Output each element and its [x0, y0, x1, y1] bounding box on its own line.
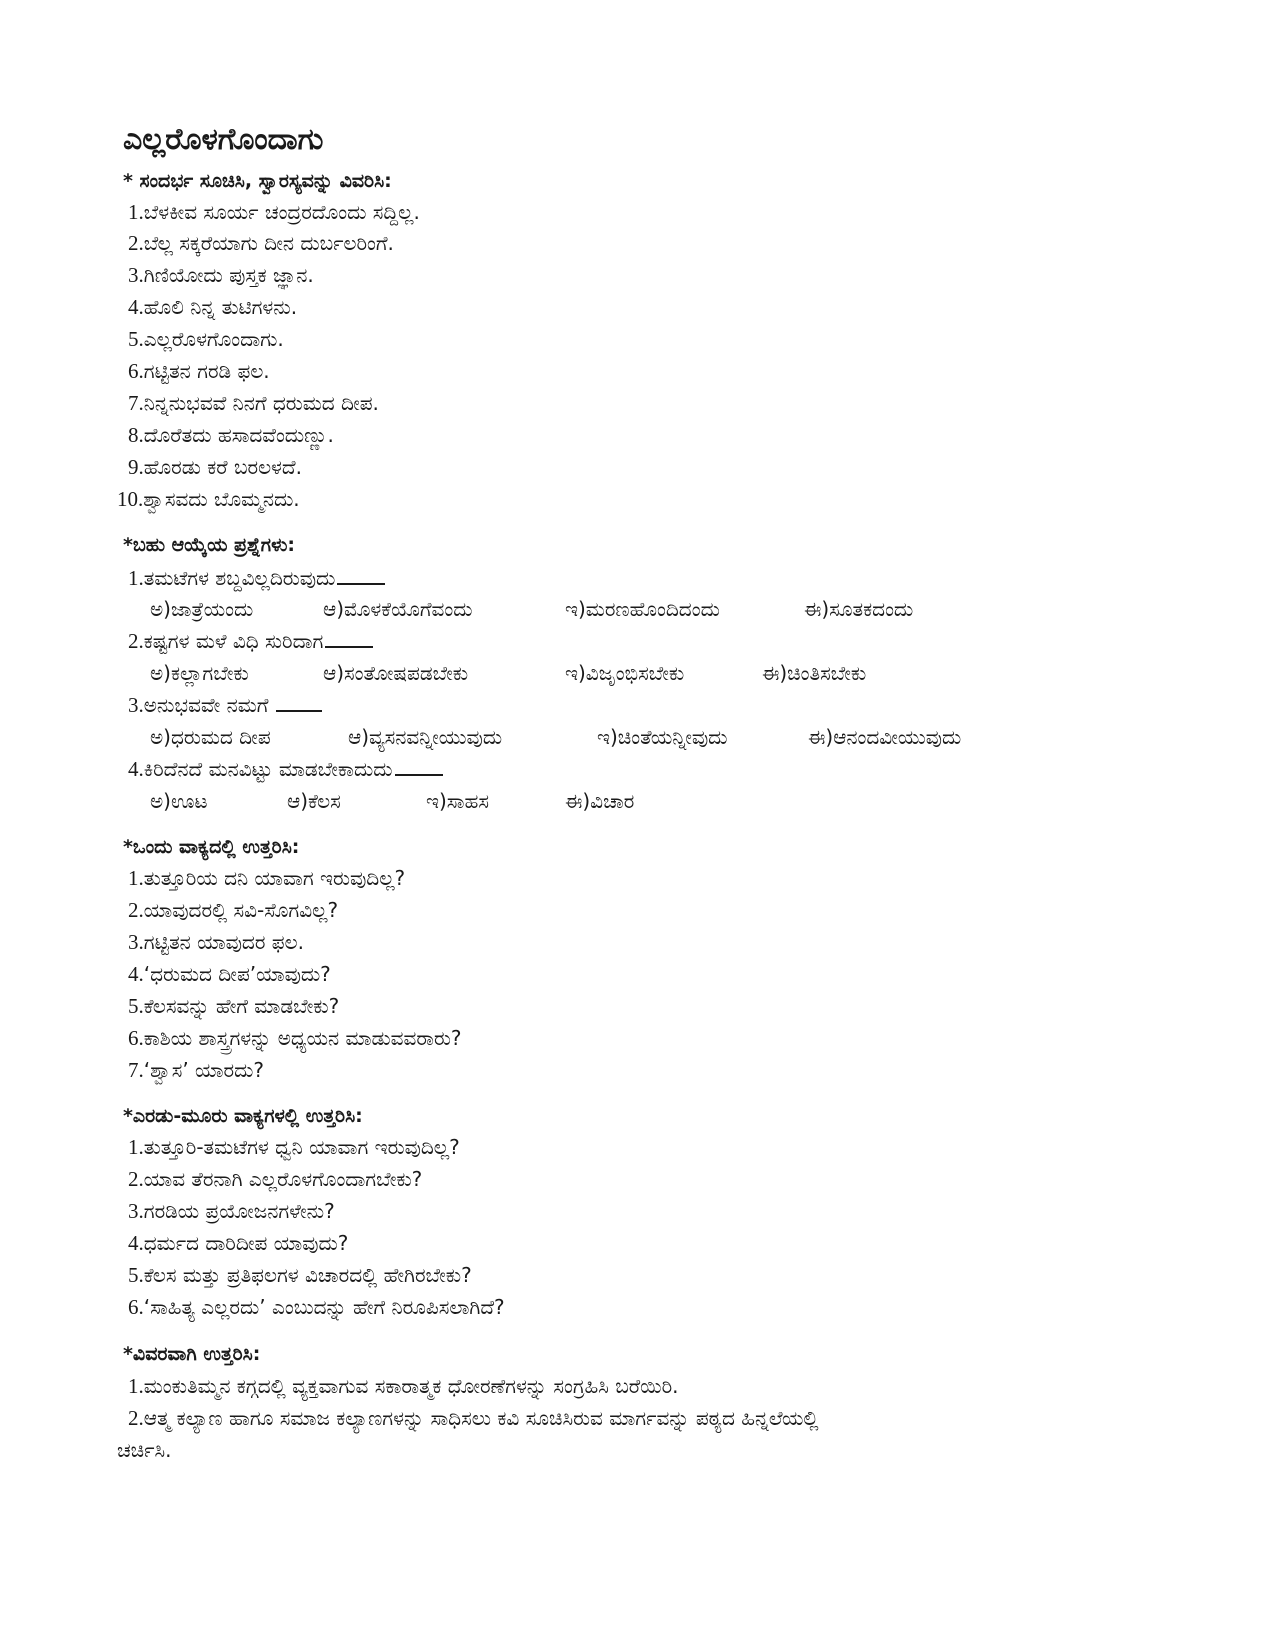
list-item: 7.ನಿನ್ನನುಭವವೆ ನಿನಗೆ ಧರುಮದ ದೀಪ. — [128, 391, 379, 415]
list-item: 4.ಧರ್ಮದ ದಾರಿದೀಪ ಯಾವುದು? — [128, 1231, 349, 1255]
mcq-option: ಅ)ಊಟ — [150, 789, 208, 813]
mcq-option: ಈ)ಸೂತಕದಂದು — [804, 597, 914, 621]
list-item: 2.ಯಾವ ತೆರನಾಗಿ ಎಲ್ಲರೊಳಗೊಂದಾಗಬೇಕು? — [128, 1167, 423, 1191]
section-heading-context: * ಸಂದರ್ಭ ಸೂಚಿಸಿ, ಸ್ವಾರಸ್ಯವನ್ನು ವಿವರಿಸಿ: — [123, 170, 392, 192]
list-item: 2.ಬೆಲ್ಲ ಸಕ್ಕರೆಯಾಗು ದೀನ ದುರ್ಬಲರಿಂಗೆ. — [128, 231, 394, 255]
mcq-option: ಆ)ಮೊಳಕೆಯೊಗೆವಂದು — [323, 597, 473, 621]
list-item: 3.ಗಿಣಿಯೋದು ಪುಸ್ತಕ ಜ್ಞಾನ. — [128, 263, 314, 287]
section-heading-two-three-sentences: *ಎರಡು-ಮೂರು ವಾಕ್ಯಗಳಲ್ಲಿ ಉತ್ತರಿಸಿ: — [123, 1105, 363, 1127]
list-item: 10.ಶ್ವಾಸವದು ಬೊಮ್ಮನದು. — [117, 487, 300, 511]
section-heading-mcq: *ಬಹು ಆಯ್ಕೆಯ ಪ್ರಶ್ನೆಗಳು: — [123, 534, 296, 556]
list-item: 6.ಕಾಶಿಯ ಶಾಸ್ತ್ರಗಳನ್ನು ಅಧ್ಯಯನ ಮಾಡುವವರಾರು? — [128, 1026, 462, 1050]
list-item: 5.ಕೆಲಸ ಮತ್ತು ಪ್ರತಿಫಲಗಳ ವಿಚಾರದಲ್ಲಿ ಹೇಗಿರಬೇಕು? — [128, 1263, 472, 1287]
mcq-option: ಇ)ಮರಣಹೊಂದಿದಂದು — [565, 597, 720, 621]
answer-blank — [337, 582, 385, 585]
list-item: 9.ಹೊರಡು ಕರೆ ಬರಲಳದೆ. — [128, 455, 302, 479]
list-item: 5.ಕೆಲಸವನ್ನು ಹೇಗೆ ಮಾಡಬೇಕು? — [128, 994, 340, 1018]
page-title: ಎಲ್ಲರೊಳಗೊಂದಾಗು — [123, 122, 324, 157]
answer-blank — [325, 645, 373, 648]
list-item: 1.ಬೆಳಕೀವ ಸೂರ್ಯ ಚಂದ್ರರದೊಂದು ಸದ್ದಿಲ್ಲ. — [128, 200, 420, 224]
mcq-option: ಈ)ಆನಂದವೀಯುವುದು — [808, 725, 962, 749]
mcq-option: ಇ)ಸಾಹಸ — [426, 789, 489, 813]
mcq-option: ಈ)ಚಿಂತಿಸಬೇಕು — [762, 661, 867, 685]
answer-blank — [395, 773, 443, 776]
mcq-option: ಅ)ಜಾತ್ರೆಯಂದು — [150, 597, 254, 621]
mcq-option: ಇ)ಚಿಂತೆಯನ್ನೀವುದು — [597, 725, 728, 749]
answer-blank — [276, 709, 322, 712]
list-item: 6.‘ಸಾಹಿತ್ಯ ಎಲ್ಲರದು’ ಎಂಬುದನ್ನು ಹೇಗೆ ನಿರೂಪಿಸಲಾಗಿದೆ? — [128, 1295, 505, 1319]
mcq-question: 4.ಕಿರಿದೆನದೆ ಮನವಿಟ್ಟು ಮಾಡಬೇಕಾದುದು — [128, 757, 443, 782]
mcq-option: ಆ)ಕೆಲಸ — [287, 789, 341, 813]
list-item: 4.ಹೊಲಿ ನಿನ್ನ ತುಟಿಗಳನು. — [128, 295, 298, 319]
mcq-option: ಅ)ಧರುಮದ ದೀಪ — [150, 725, 271, 749]
mcq-question: 2.ಕಷ್ಟಗಳ ಮಳೆ ವಿಧಿ ಸುರಿದಾಗ — [128, 629, 373, 654]
mcq-option: ಇ)ವಿಜೃಂಭಿಸಬೇಕು — [565, 661, 685, 685]
list-item: 2.ಯಾವುದರಲ್ಲಿ ಸವಿ-ಸೊಗವಿಲ್ಲ? — [128, 898, 339, 922]
mcq-option: ಈ)ವಿಚಾರ — [565, 789, 635, 813]
list-item: 3.ಗಟ್ಟಿತನ ಯಾವುದರ ಫಲ. — [128, 930, 304, 954]
list-item: 7.‘ಶ್ವಾಸ’ ಯಾರದು? — [128, 1058, 264, 1082]
list-item: 1.ತುತ್ತೂರಿಯ ದನಿ ಯಾವಾಗ ಇರುವುದಿಲ್ಲ? — [128, 866, 406, 890]
list-item: 1.ಮಂಕುತಿಮ್ಮನ ಕಗ್ಗದಲ್ಲಿ ವ್ಯಕ್ತವಾಗುವ ಸಕಾರಾತ್ಮಕ ಧೋರಣೆಗಳನ್ನು ಸಂಗ್ರಹಿಸಿ ಬರೆಯಿರಿ. — [128, 1374, 679, 1398]
mcq-question: 1.ತಮಟೆಗಳ ಶಬ್ದವಿಲ್ಲದಿರುವುದು — [128, 566, 385, 591]
list-item-continuation: ಚರ್ಚಿಸಿ. — [117, 1438, 172, 1462]
mcq-option: ಆ)ಸಂತೋಷಪಡಬೇಕು — [323, 661, 469, 685]
mcq-option: ಅ)ಕಲ್ಲಾಗಬೇಕು — [150, 661, 249, 685]
section-heading-detailed: *ವಿವರವಾಗಿ ಉತ್ತರಿಸಿ: — [123, 1343, 261, 1365]
list-item: 3.ಗರಡಿಯ ಪ್ರಯೋಜನಗಳೇನು? — [128, 1199, 335, 1223]
list-item: 5.ಎಲ್ಲರೊಳಗೊಂದಾಗು. — [128, 327, 284, 351]
list-item: 1.ತುತ್ತೂರಿ-ತಮಟೆಗಳ ಧ್ವನಿ ಯಾವಾಗ ಇರುವುದಿಲ್ಲ? — [128, 1135, 460, 1159]
section-heading-one-sentence: *ಒಂದು ವಾಕ್ಯದಲ್ಲಿ ಉತ್ತರಿಸಿ: — [123, 836, 300, 858]
list-item: 6.ಗಟ್ಟಿತನ ಗರಡಿ ಫಲ. — [128, 359, 270, 383]
mcq-option: ಆ)ವ್ಯಸನವನ್ನೀಯುವುದು — [348, 725, 503, 749]
list-item: 2.ಆತ್ಮ ಕಲ್ಯಾಣ ಹಾಗೂ ಸಮಾಜ ಕಲ್ಯಾಣಗಳನ್ನು ಸಾಧಿಸಲು ಕವಿ ಸೂಚಿಸಿರುವ ಮಾರ್ಗವನ್ನು ಪಠ್ಯದ ಹಿನ್ನಲೆಯಲ್ಲಿ — [128, 1406, 819, 1430]
mcq-question: 3.ಅನುಭವವೇ ನಮಗೆ — [128, 693, 322, 718]
list-item: 8.ದೊರೆತದು ಹಸಾದವೆಂದುಣ್ಣು. — [128, 423, 334, 447]
list-item: 4.‘ಧರುಮದ ದೀಪ’ಯಾವುದು? — [128, 962, 331, 986]
